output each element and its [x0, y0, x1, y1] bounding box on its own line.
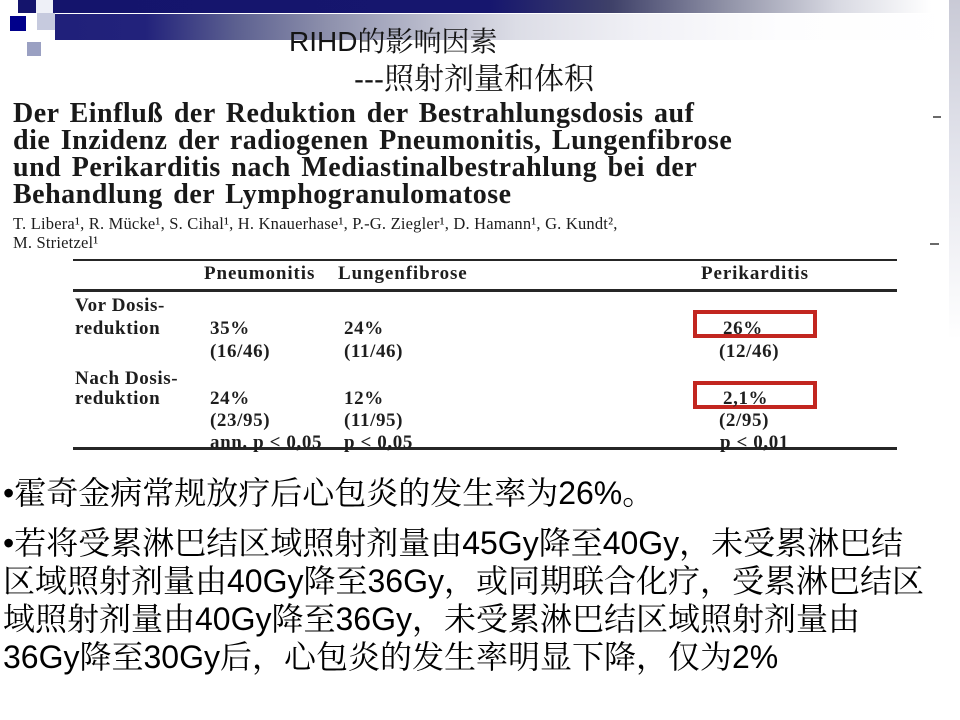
slide-title-line1: RIHD的影响因素 [289, 26, 498, 57]
scan-artifact-dash [930, 243, 939, 245]
decor-square-navy [10, 16, 26, 31]
bullet2-line: 区域照射剂量由40Gy降至36Gy，或同期联合化疗，受累淋巴结区 [3, 563, 924, 599]
paper-title-line: Der Einfluß der Reduktion der Bestrahlungsdosis auf [13, 98, 695, 129]
paper-authors-line: M. Strietzel¹ [13, 233, 99, 252]
col-header-perikarditis: Perikarditis [701, 263, 809, 284]
row1-pneumonitis-frac: (16/46) [210, 341, 271, 362]
row2-lungenfibrose-pvalue: p < 0,05 [344, 432, 413, 453]
header-bar-gap [36, 0, 53, 13]
table-rule-top [73, 259, 897, 261]
scan-artifact-dash [933, 116, 941, 118]
header-gradient-bar-top [18, 0, 960, 13]
row1-lungenfibrose-pct: 24% [344, 318, 384, 339]
paper-authors [13, 214, 618, 252]
table-rule-header [73, 289, 897, 292]
row2-perikarditis-pvalue: p < 0,01 [720, 432, 789, 453]
row2-perikarditis-pct: 2,1% [723, 388, 769, 409]
row2-pneumonitis-pvalue: ann. p < 0,05 [210, 432, 323, 453]
bullet2-line: 36Gy降至30Gy后，心包炎的发生率明显下降，仅为2% [3, 639, 779, 675]
row2-pneumonitis-pct: 24% [210, 388, 250, 409]
bullet-point-1: •霍奇金病常规放疗后心包炎的发生率为26%。 [3, 475, 655, 511]
paper-title-line: und Perikarditis nach Mediastinalbestrahlung bei der [13, 152, 698, 183]
row2-label-line2: reduktion [75, 388, 161, 409]
decor-square-mid [27, 42, 41, 56]
row1-lungenfibrose-frac: (11/46) [344, 341, 404, 362]
paper-title-line: Behandlung der Lymphogranulomatose [13, 179, 512, 210]
paper-title [13, 100, 732, 208]
bullet2-line: 域照射剂量由40Gy降至36Gy，未受累淋巴结区域照射剂量由 [3, 601, 860, 637]
row2-label-line1: Nach Dosis- [75, 368, 179, 389]
decor-square-light [37, 13, 55, 30]
paper-authors-line: T. Libera¹, R. Mücke¹, S. Cihal¹, H. Knauerhase¹, P.-G. Ziegler¹, D. Hamann¹, G. Kundt², [13, 214, 618, 233]
row2-pneumonitis-frac: (23/95) [210, 410, 271, 431]
row2-lungenfibrose-pct: 12% [344, 388, 384, 409]
row1-label-line1: Vor Dosis- [75, 295, 165, 316]
slide-title-line2: ---照射剂量和体积 [354, 63, 594, 96]
row1-pneumonitis-pct: 35% [210, 318, 250, 339]
col-header-lungenfibrose: Lungenfibrose [338, 263, 468, 284]
row1-perikarditis-frac: (12/46) [719, 341, 780, 362]
header-gradient-band [55, 14, 960, 40]
row2-perikarditis-frac: (2/95) [719, 410, 770, 431]
bullet2-line: •若将受累淋巴结区域照射剂量由45Gy降至40Gy，未受累淋巴结 [3, 525, 904, 561]
paper-title-line: die Inzidenz der radiogenen Pneumonitis, Lungenfibrose [13, 125, 733, 156]
results-table [73, 250, 897, 455]
bullet-point-2 [3, 524, 924, 676]
row2-lungenfibrose-frac: (11/95) [344, 410, 404, 431]
right-edge-gradient [949, 0, 960, 340]
col-header-pneumonitis: Pneumonitis [204, 263, 316, 284]
row1-perikarditis-pct: 26% [723, 318, 763, 339]
row1-label-line2: reduktion [75, 318, 161, 339]
